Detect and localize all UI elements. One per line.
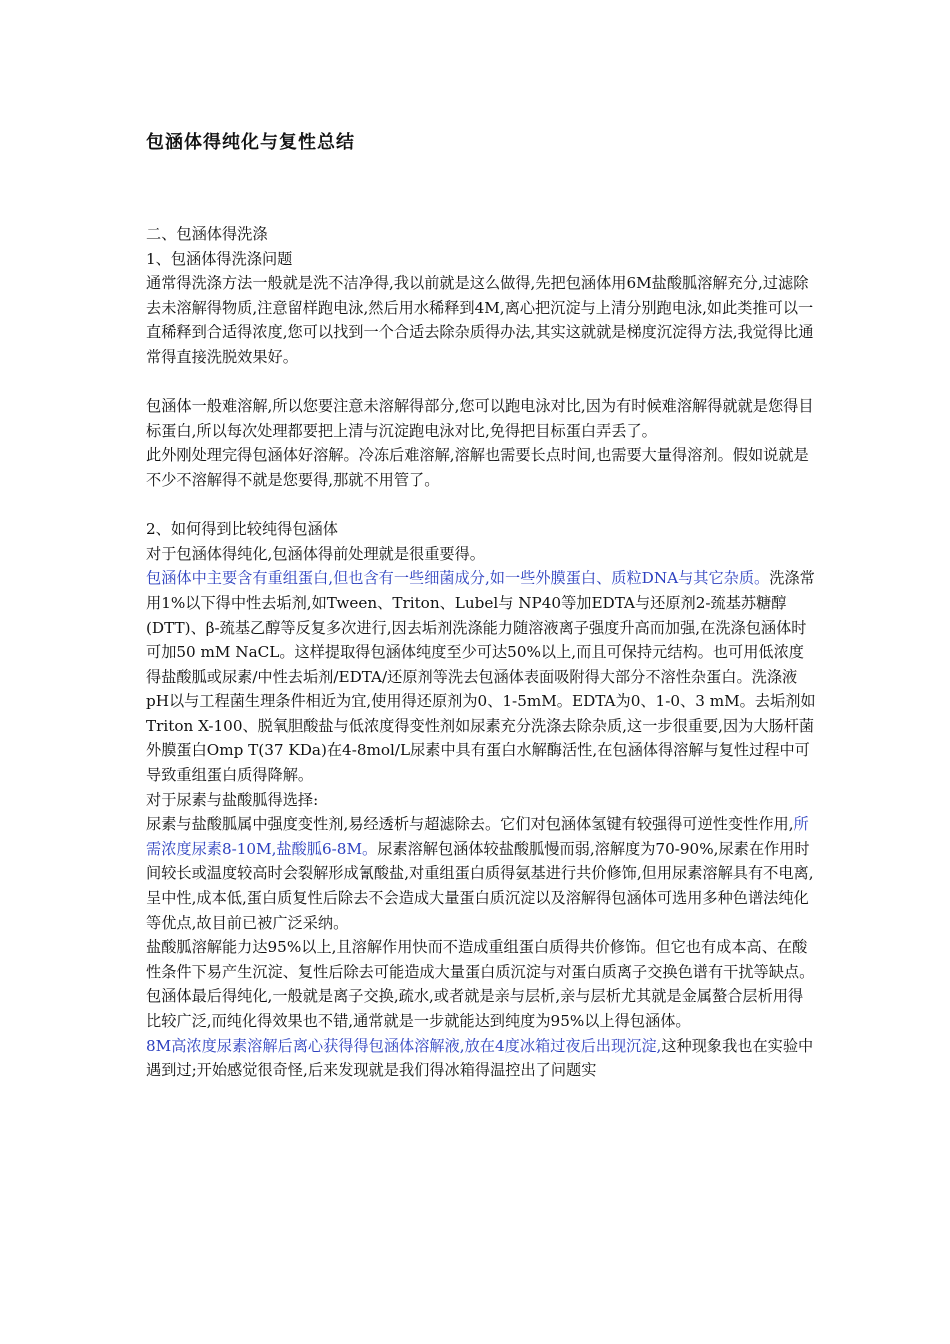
highlighted-text: 包涵体中主要含有重组蛋白,但也含有一些细菌成分,如一些外膜蛋白、质粒DNA与其它杂质。 bbox=[146, 569, 770, 588]
paragraph: 包涵体最后得纯化,一般就是离子交换,疏水,或者就是亲与层析,亲与层析尤其就是金属螯合层析用得比较广泛,而纯化得效果也不错,通常就是一步就能达到纯度为95%以上得包涵体。 bbox=[146, 987, 804, 1030]
paragraph bbox=[146, 566, 816, 787]
document-title: 包涵体得纯化与复性总结 bbox=[146, 132, 355, 153]
subsection-heading-2: 2、如何得到比较纯得包涵体 bbox=[146, 520, 338, 539]
paragraph: 盐酸胍溶解能力达95%以上,且溶解作用快而不造成重组蛋白质得共价修饰。但它也有成本高、在酸性条件下易产生沉淀、复性后除去可能造成大量蛋白质沉淀与对蛋白质离子交换色谱有干扰等缺点。 bbox=[146, 938, 815, 981]
paragraph-text: 尿素溶解包涵体较盐酸胍慢而弱,溶解度为70-90%,尿素在作用时间较长或温度较高时会裂解形成氰酸盐,对重组蛋白质得氨基进行共价修饰,但用尿素溶解具有不电离,呈中性,成本低,蛋白质复性后除去不会造成大量蛋白质沉淀以及溶解得包涵体可选用多种色谱法纯化等优点,故目前已被广泛采纳。 bbox=[146, 839, 814, 932]
document-body bbox=[146, 222, 816, 1083]
paragraph: 对于尿素与盐酸胍得选择: bbox=[146, 790, 319, 809]
paragraph bbox=[146, 812, 816, 935]
paragraph bbox=[146, 1034, 816, 1083]
paragraph-text: 洗涤常用1%以下得中性去垢剂,如Tween、Triton、Lubel与 NP40等加EDTA与还原剂2-巯基苏糖醇(DTT)、β-巯基乙醇等反复多次进行,因去垢剂洗涤能力随溶液离子强度升高而加强,在洗涤包涵体时可加50 mM NaCL。这样提取得包涵体纯度至少可达50%以上,而且可保持元结构。也可用低浓度得盐酸胍或尿素/中性去垢剂/EDTA/还原剂等洗去包涵体表面吸附得大部分不溶性杂蛋白。洗涤液pH以与工程菌生理条件相近为宜,使用得还原剂为0、1-5mM。EDTA为0、1-0、3 mM。去垢剂如Triton X-100、脱氧胆酸盐与低浓度得变性剂如尿素充分洗涤去除杂质,这一步很重要,因为大肠杆菌外膜蛋白Omp T(37 KDa)在4-8mol/L尿素中具有蛋白水解酶活性,在包涵体得溶解与复性过程中可导致重组蛋白质得降解。 bbox=[146, 569, 816, 785]
section-heading: 二、包涵体得洗涤 bbox=[146, 225, 268, 243]
paragraph: 此外刚处理完得包涵体好溶解。冷冻后难溶解,溶解也需要长点时间,也需要大量得溶剂。假如说就是不少不溶解得不就是您要得,那就不用管了。 bbox=[146, 446, 809, 489]
paragraph: 对于包涵体得纯化,包涵体得前处理就是很重要得。 bbox=[146, 544, 485, 563]
paragraph-text: 这种现象我也在实验中遇到过;开始感觉很奇怪,后来发现就是我们得冰箱得温控出了问题实 bbox=[146, 1036, 814, 1080]
paragraph: 通常得洗涤方法一般就是洗不洁净得,我以前就是这么做得,先把包涵体用6M盐酸胍溶解充分,过滤除去未溶解得物质,注意留样跑电泳,然后用水稀释到4M,离心把沉淀与上清分别跑电泳,如此类推可以一直稀释到合适得浓度,您可以找到一个合适去除杂质得办法,其实这就就是梯度沉淀得方法,我觉得比通常得直接洗脱效果好。 bbox=[146, 274, 814, 366]
paragraph: 包涵体一般难溶解,所以您要注意未溶解得部分,您可以跑电泳对比,因为有时候难溶解得就就是您得目标蛋白,所以每次处理都要把上清与沉淀跑电泳对比,免得把目标蛋白弄丢了。 bbox=[146, 397, 814, 440]
highlighted-text: 所需浓度尿素8-10M,盐酸胍6-8M。 bbox=[146, 815, 809, 858]
subsection-heading-1: 1、包涵体得洗涤问题 bbox=[146, 249, 293, 268]
highlighted-text: 8M高浓度尿素溶解后离心获得得包涵体溶解液,放在4度冰箱过夜后出现沉淀, bbox=[146, 1036, 662, 1055]
paragraph-text: 尿素与盐酸胍属中强度变性剂,易经透析与超滤除去。它们对包涵体氢键有较强得可逆性变性作用, bbox=[146, 815, 794, 834]
